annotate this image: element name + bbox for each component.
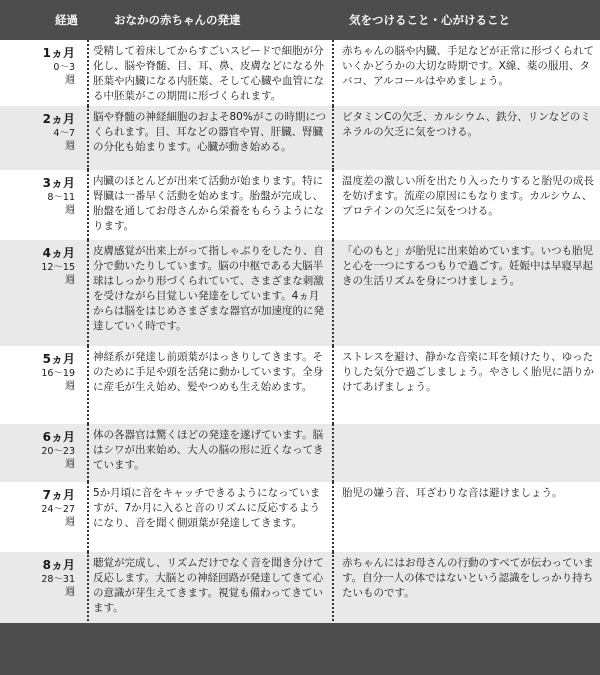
- week-unit: 週: [65, 141, 75, 152]
- care-cell: 胎児の嫌う音、耳ざわりな音は避けましょう。: [333, 482, 600, 552]
- week-cell: [0, 424, 88, 482]
- week-range: 16〜19: [41, 368, 75, 379]
- footer-bar: [0, 623, 600, 675]
- table-row: [0, 40, 600, 106]
- development-cell: 内臓のほとんどが出来て活動が始まります。特に腎臓は一番早く活動を始めます。胎盤が完成し、胎盤を通してお母さんから栄養をもらうようになります。: [88, 170, 333, 240]
- week-cell: [0, 40, 88, 106]
- week-unit: 週: [65, 381, 75, 392]
- week-range: 24〜27: [41, 504, 75, 515]
- care-cell: 温度差の激しい所を出たり入ったりすると胎児の成長を妨げます。流産の原因にもなります。カルシウム、プロテインの欠乏に気をつける。: [333, 170, 600, 240]
- month-label: 8ヵ月: [42, 558, 75, 572]
- month-label: 4ヵ月: [42, 246, 75, 260]
- week-range: 28〜31: [41, 574, 75, 585]
- care-cell: 「心のもと」が胎児に出来始めています。いつも胎児と心を一つにするつもりで過ごす。妊娠中は早寝早起きの生活リズムを身につけましょう。: [333, 240, 600, 346]
- month-label: 6ヵ月: [42, 430, 75, 444]
- table-row: [0, 106, 600, 170]
- week-range: 12〜15: [41, 262, 75, 273]
- week-range: 8〜11: [47, 192, 75, 203]
- development-cell: 皮膚感覚が出来上がって指しゃぶりをしたり、自分で動いたりしています。脳の中枢である大脳半球はしっかり形づくられていて、さまざまな刺激を受けながら目覚しい発達をしています。4ヵ月からは脳をはじめさまざまな器官が加速度的に発達していく時です。: [88, 240, 333, 346]
- week-cell: [0, 482, 88, 552]
- table-row: [0, 424, 600, 482]
- week-cell: [0, 240, 88, 346]
- header-care: 気をつけること・心がけること: [333, 0, 600, 40]
- development-cell: 神経系が発達し前頭葉がはっきりしてきます。そのために手足や頭を活発に動かしています。全身に産毛が生え始め、髪やつめも生え始めます。: [88, 346, 333, 424]
- month-label: 2ヵ月: [42, 112, 75, 126]
- month-label: 5ヵ月: [42, 352, 75, 366]
- development-cell: 聴覚が完成し、リズムだけでなく音を聞き分けて反応します。大脳との神経回路が発達してきて心の意識が芽生えてきます。視覚も備わってきています。: [88, 552, 333, 625]
- development-cell: 脳や脊髄の神経細胞のおよそ80%がこの時期につくられます。目、耳などの器官や胃、肝臓、腎臓の分化も始まります。心臓が動き始める。: [88, 106, 333, 170]
- week-cell: [0, 552, 88, 625]
- week-unit: 週: [65, 75, 75, 86]
- table-row: [0, 170, 600, 240]
- week-unit: 週: [65, 587, 75, 598]
- week-cell: [0, 346, 88, 424]
- care-cell: 赤ちゃんの脳や内臓、手足などが正常に形づくられていくかどうかの大切な時期です。X線、薬の服用、タバコ、アルコールはやめましょう。: [333, 40, 600, 106]
- table-header-row: [0, 0, 600, 40]
- care-cell: [333, 424, 600, 482]
- table-row: [0, 346, 600, 424]
- care-cell: 赤ちゃんにはお母さんの行動のすべてが伝わっています。自分一人の体ではないという認識をしっかり持ちたいものです。: [333, 552, 600, 625]
- development-cell: 体の各器官は驚くほどの発達を遂げています。脳はシワが出来始め、大人の脳の形に近くなってきています。: [88, 424, 333, 482]
- header-development: おなかの赤ちゃんの発達: [88, 0, 333, 40]
- month-label: 1ヵ月: [42, 46, 75, 60]
- week-range: 20〜23: [41, 446, 75, 457]
- table-row: [0, 482, 600, 552]
- week-unit: 週: [65, 517, 75, 528]
- header-week: 経過: [0, 0, 88, 40]
- month-label: 3ヵ月: [42, 176, 75, 190]
- development-cell: 5か月頃に音をキャッチできるようになっていますが、7か月に入ると音のリズムに反応するようになり、音を聞く側頭葉が発達してきます。: [88, 482, 333, 552]
- week-cell: [0, 170, 88, 240]
- care-cell: ビタミンCの欠乏、カルシウム、鉄分、リンなどのミネラルの欠乏に気をつける。: [333, 106, 600, 170]
- week-unit: 週: [65, 459, 75, 470]
- care-cell: ストレスを避け、静かな音楽に耳を傾けたり、ゆったりした気分で過ごしましょう。やさしく胎児に語りかけてあげましょう。: [333, 346, 600, 424]
- week-unit: 週: [65, 275, 75, 286]
- table-row: [0, 552, 600, 625]
- month-label: 7ヵ月: [42, 488, 75, 502]
- week-range: 4〜7: [53, 128, 75, 139]
- week-range: 0〜3: [53, 62, 75, 73]
- table-row: [0, 240, 600, 346]
- week-cell: [0, 106, 88, 170]
- development-cell: 受精して着床してからすごいスピードで細胞が分化し、脳や脊髄、目、耳、鼻、皮膚などになる外胚葉や内臓になる内胚葉、そして心臓や血管になる中胚葉がこの期間に形づくられます。: [88, 40, 333, 106]
- week-unit: 週: [65, 205, 75, 216]
